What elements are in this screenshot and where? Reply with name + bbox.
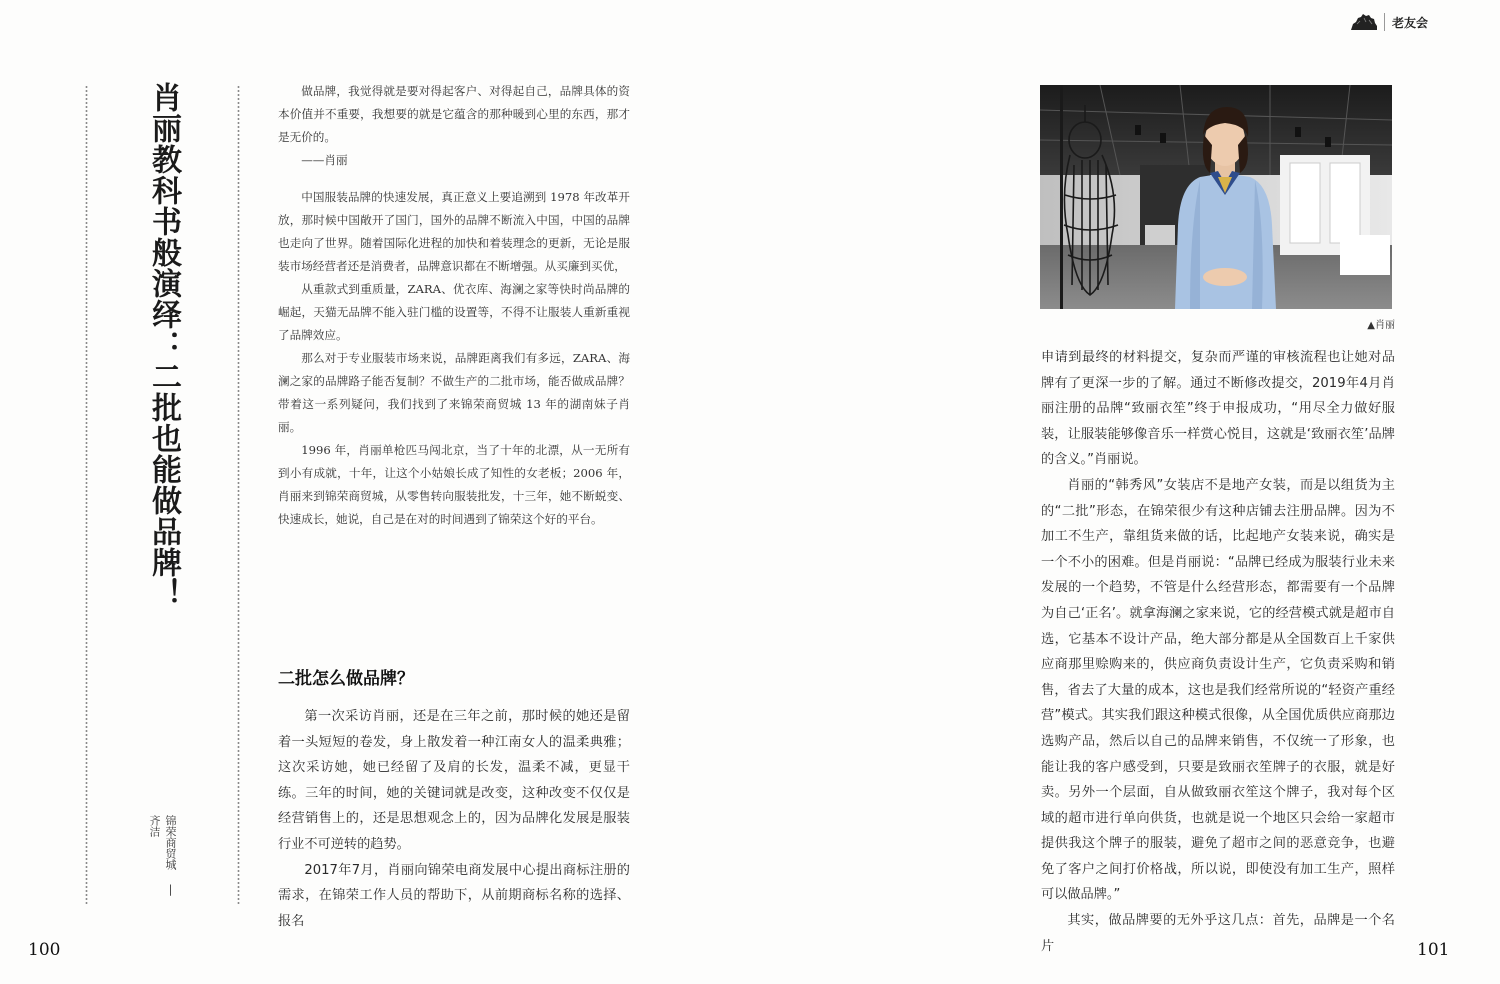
header-divider [1384, 13, 1385, 31]
intro-paragraph: 1996 年，肖丽单枪匹马闯北京，当了十年的北漂，从一无所有到小有成就，十年，让这个小姑娘长成了知性的女老板；2006 年，肖丽来到锦荣商贸城，从零售转向服装批发，十三年，她不断蜕变、快速成长，她说，自己是在对的时间遇到了锦荣这个好的平台。 [278, 443, 630, 526]
body-paragraph: 2017年7月，肖丽向锦荣电商发展中心提出商标注册的需求，在锦荣工作人员的帮助下，从前期商标名称的选择、报名 [278, 862, 630, 929]
column-label: 老友会 [1392, 15, 1429, 30]
intro-block [278, 80, 630, 531]
right-body [1041, 345, 1395, 959]
body-paragraph: 申请到最终的材料提交，复杂而严谨的审核流程也让她对品牌有了更深一步的了解。通过不断修改提交，2019年4月肖丽注册的品牌“致丽衣笙”终于申报成功，“用尽全力做好服装，让服装能够像音乐一样赏心悦目，这就是‘致丽衣笙’品牌的含义。”肖丽说。 [1041, 350, 1395, 468]
body-paragraph: 第一次采访肖丽，还是在三年之前，那时候的她还是留着一头短短的卷发，身上散发着一种江南女人的温柔典雅；这次采访她，她已经留了及肩的长发，温柔不减，更显干练。三年的时间，她的关键词就是改变，这种改变不仅仅是经营销售上的，还是思想观念上的，因为品牌化发展是服装行业不可逆转的趋势。 [278, 709, 630, 852]
article-title-column [130, 82, 196, 622]
section-heading-block [278, 664, 630, 689]
portrait-photo-image [1040, 85, 1392, 309]
page-number-left: 100 [28, 940, 61, 960]
inner-dotted-rule [237, 85, 240, 905]
left-dotted-rule [85, 85, 88, 905]
intro-paragraph: 从重款式到重质量，ZARA、优衣库、海澜之家等快时尚品牌的崛起，天猫无品牌不能入驻门槛的设置等，不得不让服装人重新重视了品牌效应。 [278, 282, 630, 342]
quote-signature: ——肖丽 [301, 153, 348, 167]
article-title: 肖丽教科书般演绎：二批也能做品牌！ [146, 82, 181, 609]
intro-quote: 做品牌，我觉得就是要对得起客户、对得起自己，品牌具体的资本价值并不重要，我想要的就是它蕴含的那种暖到心里的东西，那才是无价的。 [278, 84, 630, 144]
page-number-right: 101 [1417, 940, 1450, 960]
body-paragraph: 其实，做品牌要的无外乎这几点：首先，品牌是一个名片 [1041, 913, 1395, 954]
section-body [278, 704, 630, 934]
photo-caption: ▲肖丽 [1367, 320, 1395, 331]
intro-paragraph: 中国服装品牌的快速发展，真正意义上要追溯到 1978 年改革开放，那时候中国敞开了国门，国外的品牌不断流入中国，中国的品牌也走向了世界。随着国际化进程的加快和着装理念的更新，无论是服装市场经营者还是消费者，品牌意识都在不断增强。从买廉到买优， [278, 190, 630, 273]
section-heading: 二批怎么做品牌？ [278, 669, 414, 689]
portrait-photo [1040, 85, 1392, 309]
magazine-header [1350, 10, 1428, 34]
byline: 锦荣商贸城 | 齐洁 [148, 815, 177, 896]
rock-logo-icon [1350, 13, 1378, 31]
body-paragraph: 肖丽的“韩秀风”女装店不是地产女装，而是以组货为主的“二批”形态，在锦荣很少有这种店铺去注册品牌。因为不加工不生产，靠组货来做的话，比起地产女装来说，确实是一个不小的困难。但是肖丽说：“品牌已经成为服装行业未来发展的一个趋势，不管是什么经营形态，都需要有一个品牌为自己‘正名’。就拿海澜之家来说，它的经营模式就是超市自选，它基本不设计产品，绝大部分都是从全国数百上千家供应商那里赊购来的，供应商负责设计生产，它负责采购和销售，省去了大量的成本，这也是我们经常所说的“轻资产重经营”模式。其实我们跟这种模式很像，从全国优质供应商那边选购产品，然后以自己的品牌来销售，不仅统一了形象，也能让我的客户感受到，只要是致丽衣笙牌子的衣服，就是好卖。另外一个层面，自从做致丽衣笙这个牌子，我对每个区域的超市进行单向供货，也就是说一个地区只会给一家超市提供我这个牌子的服装，避免了超市之间的恶意竞争，也避免了客户之间打价格战，所以说，即使没有加工生产，照样可以做品牌。” [1041, 477, 1395, 903]
byline-column [148, 815, 177, 915]
intro-paragraph: 那么对于专业服装市场来说，品牌距离我们有多远，ZARA、海澜之家的品牌路子能否复制？不做生产的二批市场，能否做成品牌？带着这一系列疑问，我们找到了来锦荣商贸城 13 年的湖南妹子肖丽。 [278, 351, 630, 434]
